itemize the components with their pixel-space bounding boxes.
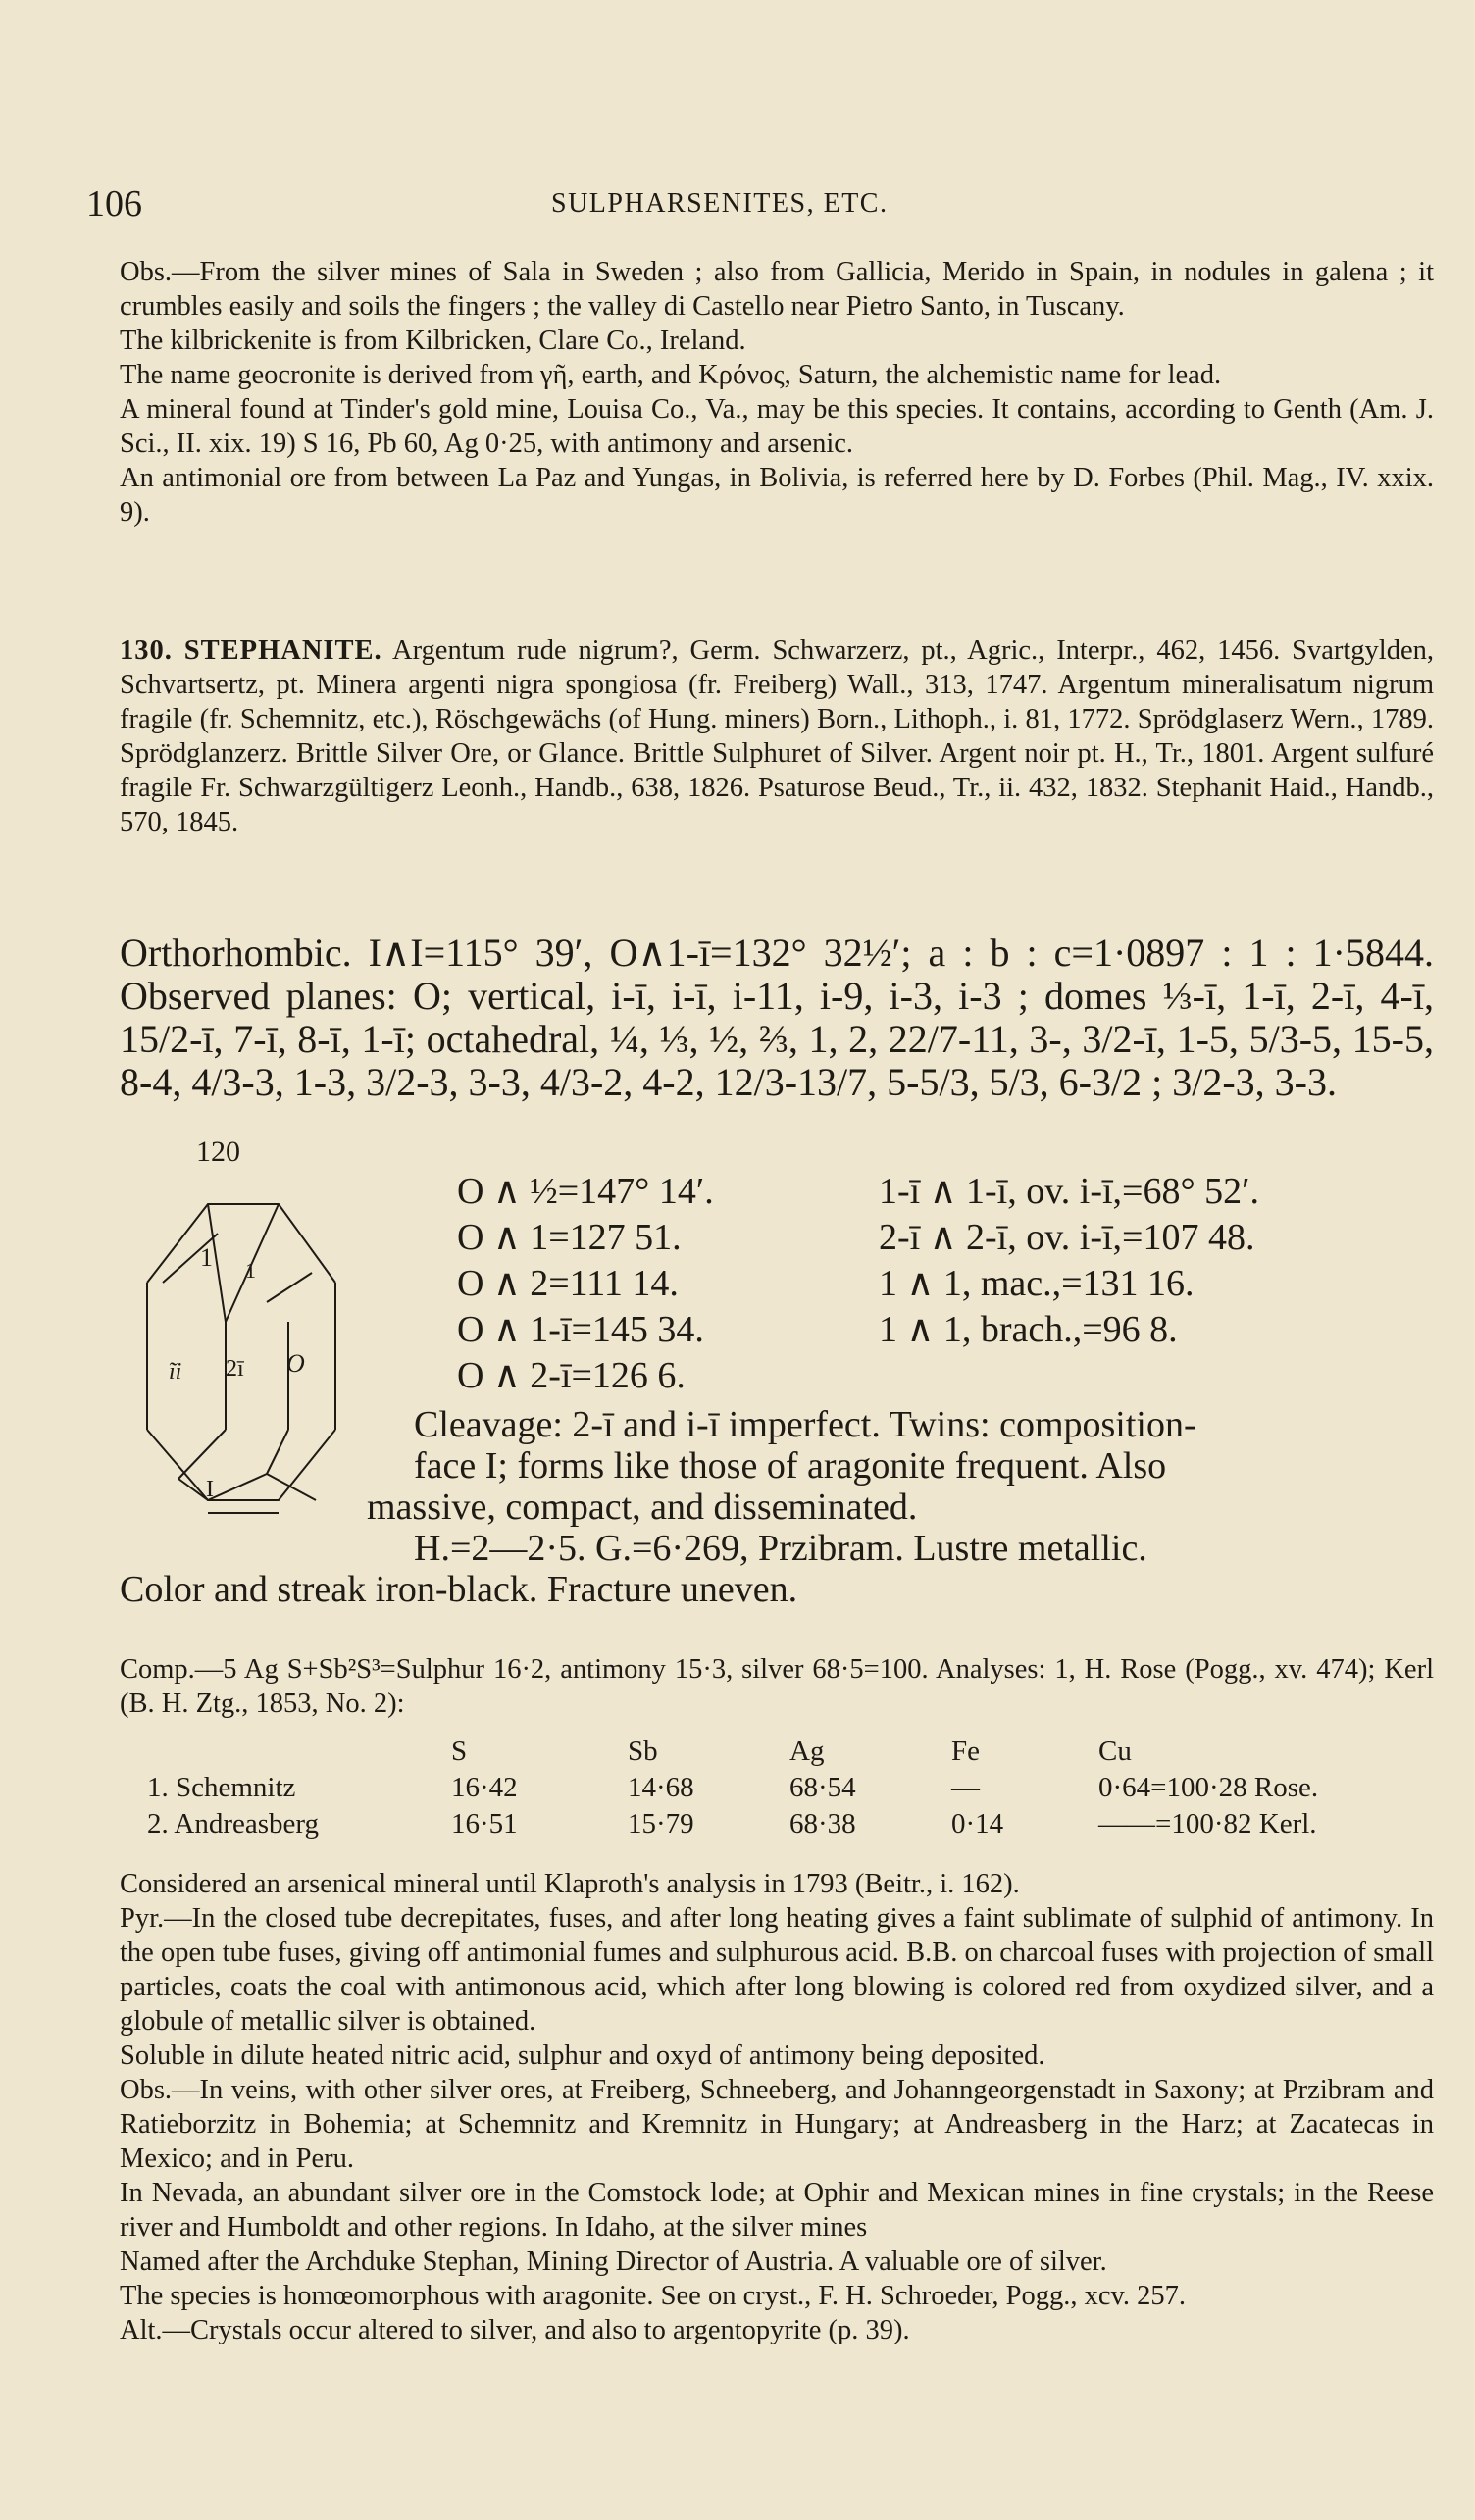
closing-paragraph: In Nevada, an abundant silver ore in the Comstock lode; at Ophir and Mexican mines in fine crystals; in the Reese river and Humboldt and other regions. In Idaho, at the silver mines	[120, 2178, 1434, 2243]
species-entry	[120, 633, 1434, 839]
table-header: S	[451, 1736, 468, 1767]
face-label: ĩi	[169, 1359, 182, 1385]
table-cell: 16·42	[451, 1772, 518, 1803]
face-label: 2ī	[226, 1356, 244, 1382]
table-cell: 2. Andreasberg	[147, 1808, 320, 1840]
closing-paragraph: The species is homœomorphous with aragonite. See on cryst., F. H. Schroeder, Pogg., xcv. 257.	[120, 2281, 1187, 2311]
property-line: massive, compact, and disseminated.	[367, 1487, 918, 1528]
angle-row: O ∧ ½=147° 14′.	[457, 1171, 714, 1212]
angles-right	[879, 1169, 1259, 1353]
face-label: 1	[200, 1243, 213, 1272]
closing-paragraph: Considered an arsenical mineral until Klaproth's analysis in 1793 (Beitr., i. 162).	[120, 1869, 1020, 1899]
table-header: Ag	[789, 1736, 825, 1767]
intro-paragraph: Obs.—From the silver mines of Sala in Sweden ; also from Gallicia, Merido in Spain, in nodules in galena ; it crumbles easily and soils the fingers ; the valley di Castello near Pietro Santo, in Tuscany.	[120, 257, 1434, 322]
closing-paragraph: Pyr.—In the closed tube decrepitates, fuses, and after long heating gives a faint sublimate of sulphid of antimony. In the open tube fuses, giving off antimonial fumes and sulphurous acid. B.B. on charcoal fuses with projection of small particles, coats the coal with antimonous acid, which after long blowing is colored red from oxydized silver, and a globule of metallic silver is obtained.	[120, 1903, 1434, 2037]
intro-paragraph: An antimonial ore from between La Paz and Yungas, in Bolivia, is referred here by D. Forbes (Phil. Mag., IV. xxix. 9).	[120, 463, 1434, 528]
property-line: face I; forms like those of aragonite frequent. Also	[414, 1445, 1167, 1487]
angle-row: 1 ∧ 1, mac.,=131 16.	[879, 1263, 1195, 1304]
table-cell: 1. Schemnitz	[147, 1772, 296, 1803]
angle-row: O ∧ 2=111 14.	[457, 1263, 679, 1304]
crystallography	[120, 932, 1434, 1104]
table-cell: 0·14	[951, 1808, 1004, 1840]
table-header: Sb	[628, 1736, 658, 1767]
face-label: I	[206, 1477, 214, 1502]
figure-number: 120	[196, 1135, 240, 1168]
table-header	[147, 1736, 451, 1772]
table-cell: ——=100·82 Kerl.	[1098, 1808, 1317, 1840]
table-cell: 16·51	[451, 1808, 518, 1840]
table-cell: 14·68	[628, 1772, 694, 1803]
running-header	[86, 182, 1430, 231]
angle-row: 2-ī ∧ 2-ī, ov. i-ī,=107 48.	[879, 1217, 1255, 1258]
crystal-figure	[120, 1135, 345, 1567]
table-cell: 15·79	[628, 1808, 694, 1840]
closing-paragraph: Named after the Archduke Stephan, Mining Director of Austria. A valuable ore of silver.	[120, 2246, 1107, 2277]
angle-row: O ∧ 2-ī=126 6.	[457, 1355, 686, 1396]
property-line: Color and streak iron-black. Fracture uneven.	[120, 1569, 798, 1610]
species-number: 130.	[120, 635, 173, 666]
intro-paragraph: The name geocronite is derived from γῆ, earth, and Κρόνος, Saturn, the alchemistic name for lead.	[120, 360, 1222, 390]
face-label: 1	[245, 1258, 256, 1283]
table-header: Fe	[951, 1736, 980, 1767]
composition-text: Comp.—5 Ag S+Sb²S³=Sulphur 16·2, antimony 15·3, silver 68·5=100. Analyses: 1, H. Rose (Pogg., xv. 474); Kerl (B. H. Ztg., 1853, No. 2):	[120, 1654, 1434, 1719]
species-name: STEPHANITE.	[183, 635, 382, 666]
face-label: O	[286, 1349, 305, 1378]
properties	[120, 1404, 1426, 1610]
species-synonymy: Argentum rude nigrum?, Germ. Schwarzerz, pt., Agric., Interpr., 462, 1456. Svartgylden, Schvartsertz, pt. Minera argenti nigra spongiosa (fr. Freiberg) Wall., 313, 1747. Argentum mineralisatum nigrum fragile (fr. Schemnitz, etc.), Röschgewächs (of Hung. miners) Born., Lithoph., i. 81, 1772. Sprödglaserz Wern., 1789. Sprödglanzerz. Brittle Silver Ore, or Glance. Brittle Sulphuret of Silver. Argent noir pt. H., Tr., 1801. Argent sulfuré fragile Fr. Schwarzgültigerz Leonh., Handb., 638, 1826. Psaturose Beud., Tr., ii. 432, 1832. Stephanit Haid., Handb., 570, 1845.	[120, 635, 1434, 837]
table-cell: 68·38	[789, 1808, 856, 1840]
angle-row: O ∧ 1=127 51.	[457, 1217, 682, 1258]
intro-notes	[120, 255, 1434, 529]
table-header-row	[147, 1736, 1318, 1772]
closing-paragraph: Obs.—In veins, with other silver ores, at Freiberg, Schneeberg, and Johanngeorgenstadt in Saxony; at Przibram and Ratieborzitz in Bohemia; at Schemnitz and Kremnitz in Hungary; at Andreasberg in the Harz; at Zacatecas in Mexico; and in Peru.	[120, 2075, 1434, 2174]
composition	[120, 1652, 1434, 1721]
intro-paragraph: A mineral found at Tinder's gold mine, Louisa Co., Va., may be this species. It contains, according to Genth (Am. J. Sci., II. xix. 19) S 16, Pb 60, Ag 0·25, with antimony and arsenic.	[120, 394, 1434, 459]
angle-row: O ∧ 1-ī=145 34.	[457, 1309, 704, 1350]
closing-paragraph: Alt.—Crystals occur altered to silver, and also to argentopyrite (p. 39).	[120, 2315, 910, 2345]
running-title: SULPHARSENITES, ETC.	[551, 188, 889, 219]
page-number: 106	[86, 183, 142, 225]
table-header: Cu	[1098, 1736, 1132, 1767]
intro-paragraph: The kilbrickenite is from Kilbricken, Clare Co., Ireland.	[120, 326, 746, 356]
table-cell: —	[951, 1772, 980, 1803]
property-line: H.=2—2·5. G.=6·269, Przibram. Lustre metallic.	[414, 1528, 1147, 1569]
crystal-drawing	[120, 1135, 345, 1567]
angle-row: 1-ī ∧ 1-ī, ov. i-ī,=68° 52′.	[879, 1171, 1259, 1212]
closing-notes	[120, 1867, 1434, 2347]
angles-left	[457, 1169, 714, 1399]
crystal-text: Orthorhombic. I∧I=115° 39′, O∧1-ī=132° 32½′; a : b : c=1·0897 : 1 : 1·5844. Observed planes: O; vertical, i-ī, i-ī, i-11, i-9, i-3, i-3 ; domes ⅓-ī, 1-ī, 2-ī, 4-ī, 15/2-ī, 7-ī, 8-ī, 1-ī; octahedral, ¼, ⅓, ½, ⅔, 1, 2, 22/7-11, 3-, 3/2-ī, 1-5, 5/3-5, 15-5, 8-4, 4/3-3, 1-3, 3/2-3, 3-3, 4/3-2, 4-2, 12/3-13/7, 5-5/3, 5/3, 6-3/2 ; 3/2-3, 3-3.	[120, 931, 1434, 1104]
table-row	[147, 1772, 1318, 1808]
table-cell: 0·64=100·28 Rose.	[1098, 1772, 1319, 1803]
property-line: Cleavage: 2-ī and i-ī imperfect. Twins: composition-	[414, 1404, 1196, 1445]
table-cell: 68·54	[789, 1772, 856, 1803]
angle-row: 1 ∧ 1, brach.,=96 8.	[879, 1309, 1178, 1350]
analyses-table	[147, 1736, 1318, 1844]
table-row	[147, 1808, 1318, 1844]
closing-paragraph: Soluble in dilute heated nitric acid, sulphur and oxyd of antimony being deposited.	[120, 2041, 1045, 2071]
